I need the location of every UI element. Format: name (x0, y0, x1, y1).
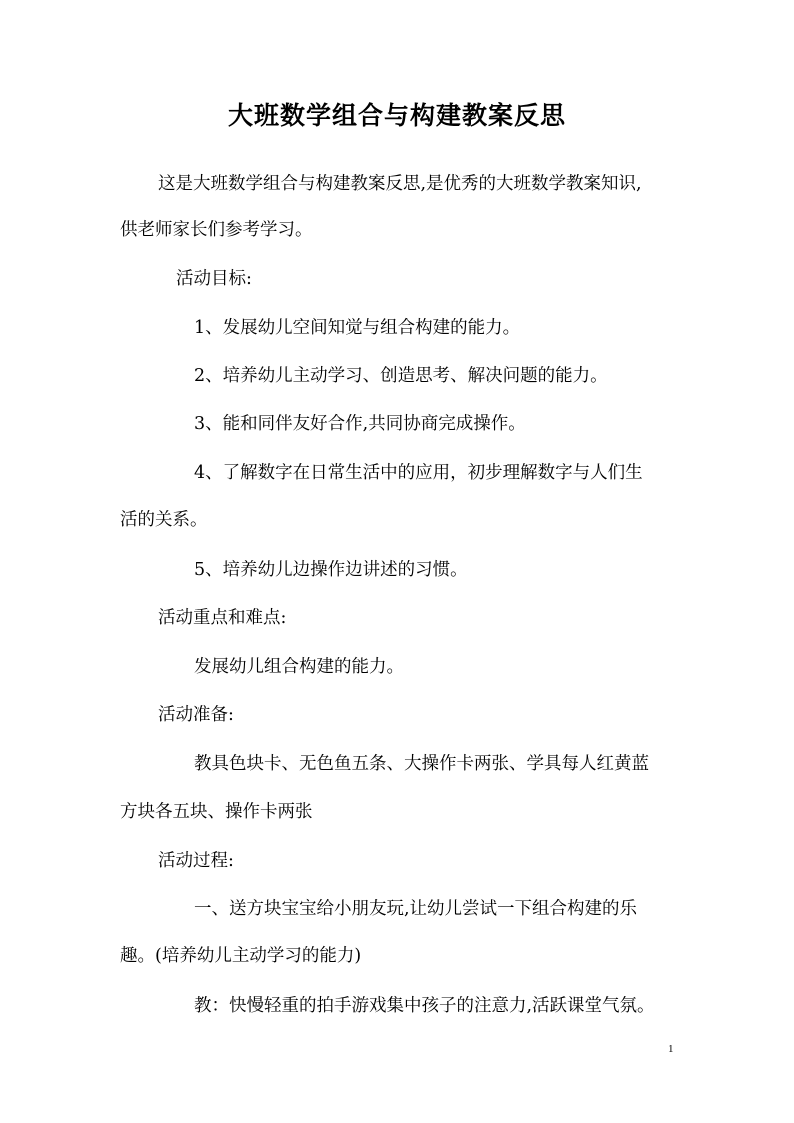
process-step-1-line-1: 一、送方块宝宝给小朋友玩,让幼儿尝试一下组合构建的乐 (194, 899, 638, 919)
objective-5: 5、培养幼儿边操作边讲述的习惯。 (194, 560, 468, 580)
objective-3: 3、能和同伴友好合作,共同协商完成操作。 (194, 414, 526, 434)
objective-2: 2、培养幼儿主动学习、创造思考、解决问题的能力。 (194, 366, 608, 386)
objective-1: 1、发展幼儿空间知觉与组合构建的能力。 (194, 318, 521, 338)
objective-4-line-2: 活的关系。 (120, 510, 208, 530)
document-title: 大班数学组合与构建教案反思 (227, 101, 566, 130)
section-heading-preparation: 活动准备: (158, 705, 234, 725)
paragraph-line-intro-1: 这是大班数学组合与构建教案反思,是优秀的大班数学教案知识, (158, 174, 642, 194)
preparation-line-1: 教具色块卡、无色鱼五条、大操作卡两张、学具每人红黄蓝 (194, 754, 649, 774)
paragraph-line-intro-2: 供老师家长们参考学习。 (120, 220, 313, 240)
preparation-line-2: 方块各五块、操作卡两张 (120, 802, 313, 822)
process-step-1-line-2: 趣。(培养幼儿主动学习的能力) (120, 946, 362, 966)
key-point-text: 发展幼儿组合构建的能力。 (194, 657, 404, 677)
process-teaching-line: 教：快慢轻重的拍手游戏集中孩子的注意力,活跃课堂气氛。 (194, 996, 655, 1016)
objective-4-line-1: 4、了解数字在日常生活中的应用，初步理解数字与人们生 (194, 463, 643, 483)
page-number: 1 (668, 1043, 674, 1055)
section-heading-process: 活动过程: (158, 851, 234, 871)
section-heading-objectives: 活动目标: (176, 269, 252, 289)
section-heading-key-points: 活动重点和难点: (158, 608, 287, 628)
